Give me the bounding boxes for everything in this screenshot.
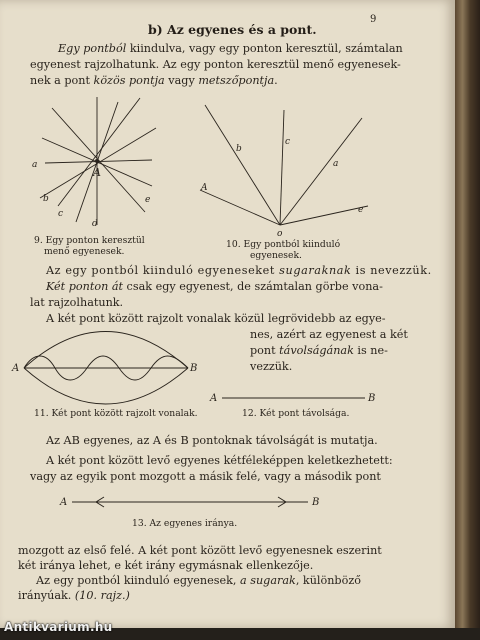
text-run: is ne- — [353, 344, 388, 357]
fig12-label-B: B — [368, 393, 376, 404]
section-heading: b) Az egyenes és a pont. — [148, 22, 317, 37]
paragraph1-line2: egyenest rajzolhatunk. Az egy ponton keresztül menő egyenesek- — [30, 58, 401, 71]
paragraph3-line4: vezzük. — [250, 360, 293, 373]
fig9-label-c: c — [58, 209, 64, 219]
figure11-caption: 11. Két pont között rajzolt vonalak. — [34, 408, 198, 419]
fig10-label-e: e — [358, 205, 364, 215]
paragraph6-line2: két iránya lehet, e két irány egymásnak ellenkezője. — [18, 559, 314, 572]
text-run: csak egy egyenest, de számtalan görbe vona- — [123, 280, 383, 293]
italic-term: metszőpontja — [198, 74, 275, 87]
figure12-caption: 12. Két pont távolsága. — [242, 408, 350, 419]
paragraph3-line2: nes, azért az egyenest a két — [250, 328, 408, 341]
fig9-label-a: a — [32, 160, 38, 170]
paragraph6-line4 — [18, 589, 130, 603]
fig11-label-B: B — [190, 363, 198, 374]
figure10-caption-line1: 10. Egy pontból kiinduló — [226, 239, 341, 250]
figure9-caption-line2: menő egyenesek. — [44, 246, 125, 257]
watermark-logo: Antikvarium.hu — [4, 620, 113, 634]
italic-term: közös pontja — [93, 74, 165, 87]
fig13-label-B: B — [312, 497, 320, 508]
fig10-label-a: a — [333, 159, 339, 169]
figure13-caption: 13. Az egyenes iránya. — [132, 518, 238, 529]
text-run: Az egy pontból kiinduló egyeneseket — [46, 264, 280, 277]
text-run: Az egy pontból kiinduló egyenesek, — [36, 574, 240, 587]
text-run: pont — [250, 344, 280, 357]
page-number: 9 — [370, 14, 377, 25]
paragraph2-line3: lat rajzolhatunk. — [30, 296, 124, 309]
paragraph6-line3 — [36, 574, 361, 588]
fig10-label-c: c — [285, 137, 291, 147]
fig9-label-b: b — [43, 194, 49, 204]
text-run: nek a pont — [30, 74, 94, 87]
fig10-label-b: b — [236, 144, 242, 154]
text-run: is nevezzük. — [351, 264, 432, 277]
fig9-label-d: d — [92, 219, 98, 229]
figure9-caption-line1: 9. Egy ponton keresztül — [34, 235, 145, 246]
fig13-label-A: A — [60, 497, 68, 508]
text-run: kiindulva, vagy egy ponton keresztül, számtalan — [126, 42, 403, 55]
italic-term: a sugarak — [240, 574, 296, 587]
italic-term: távolságának — [279, 344, 354, 357]
fig9-label-e: e — [145, 195, 151, 205]
paragraph6-line1: mozgott az első felé. A két pont között levő egyenesnek eszerint — [18, 544, 382, 557]
fig9-label-A: A — [93, 166, 101, 179]
paragraph4-line1: Az AB egyenes, az A és B pontoknak távolságát is mutatja. — [46, 434, 378, 447]
italic-phrase: Egy pontból — [58, 42, 127, 55]
figure10-caption-line2: egyenesek. — [250, 250, 302, 261]
fig11-label-A: A — [12, 363, 20, 374]
text-run: . — [274, 74, 278, 87]
italic-reference: (10. rajz.) — [74, 589, 130, 602]
fig10-label-A: A — [201, 183, 208, 193]
paragraph3-line1: A két pont között rajzolt vonalak közül legrövidebb az egye- — [46, 312, 386, 325]
text-run: vagy — [164, 74, 199, 87]
text-run: irányúak. — [18, 589, 75, 602]
text-run: , különböző — [295, 574, 361, 587]
paragraph5-line2: vagy az egyik pont mozgott a másik felé, vagy a második pont — [30, 470, 381, 483]
italic-term: sugaraknak — [279, 264, 352, 277]
fig12-label-A: A — [210, 393, 218, 404]
paragraph5-line1: A két pont között levő egyenes kétféleképpen keletkezhetett: — [46, 454, 393, 467]
fig10-label-o: o — [277, 229, 283, 239]
italic-phrase: Két ponton át — [46, 280, 123, 293]
